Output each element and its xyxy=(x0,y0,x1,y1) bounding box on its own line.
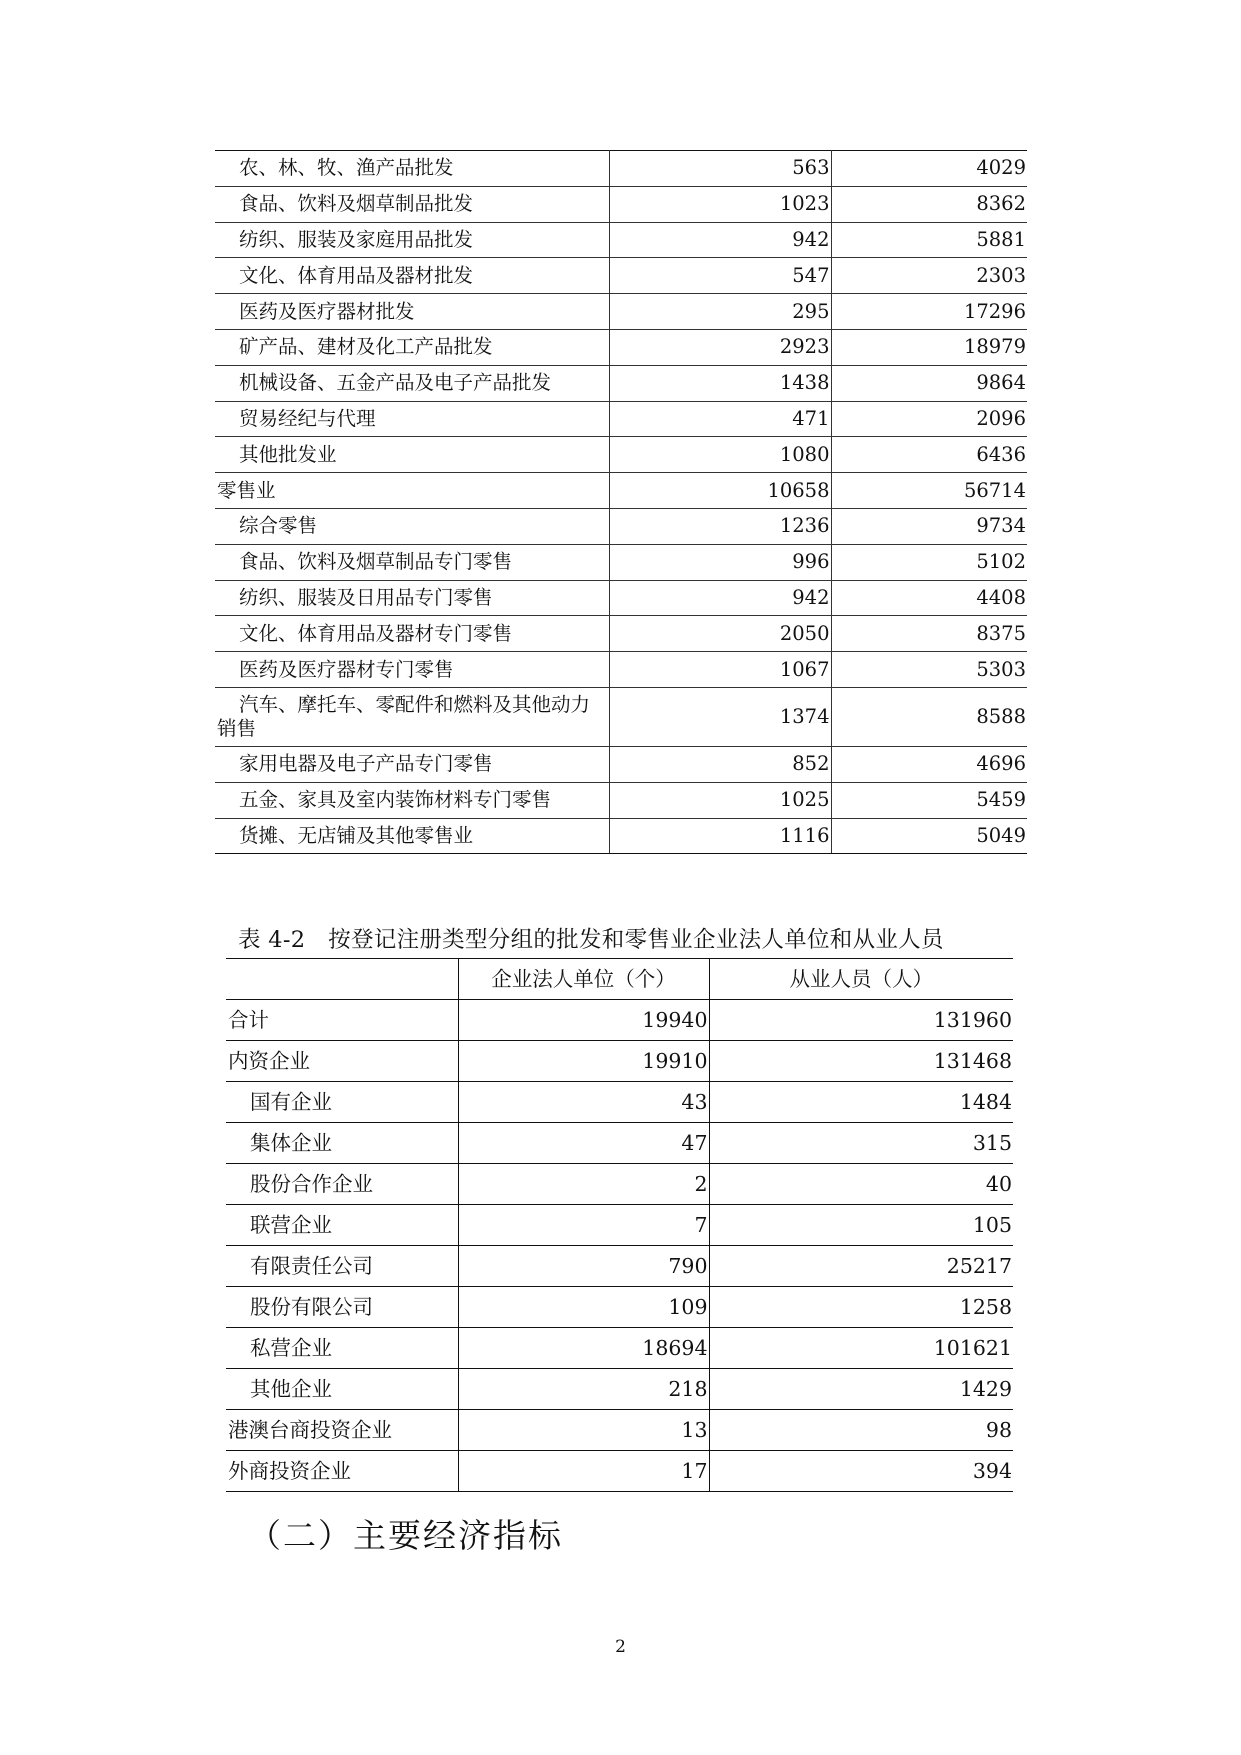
row-label: 内资企业 xyxy=(226,1041,458,1082)
table-row xyxy=(226,1246,1013,1287)
employees-cell: 9864 xyxy=(831,365,1027,401)
employees-cell: 4696 xyxy=(831,746,1027,782)
column-header xyxy=(226,959,458,1000)
row-label: 有限责任公司 xyxy=(226,1246,458,1287)
units-cell: 852 xyxy=(609,746,831,782)
units-cell: 19940 xyxy=(458,1000,709,1041)
employees-cell: 1429 xyxy=(709,1369,1013,1410)
employees-cell: 2096 xyxy=(831,401,1027,437)
row-label: 私营企业 xyxy=(226,1328,458,1369)
employees-cell: 101621 xyxy=(709,1328,1013,1369)
row-label: 纺织、服装及日用品专门零售 xyxy=(215,580,609,616)
table-row xyxy=(215,652,1027,688)
table-row xyxy=(215,544,1027,580)
row-label: 纺织、服装及家庭用品批发 xyxy=(215,222,609,258)
employees-cell: 5881 xyxy=(831,222,1027,258)
units-cell: 109 xyxy=(458,1287,709,1328)
row-label: 农、林、牧、渔产品批发 xyxy=(215,151,609,187)
page-number: 2 xyxy=(615,1637,626,1657)
table-row xyxy=(226,1000,1013,1041)
table-row xyxy=(226,1328,1013,1369)
table-row xyxy=(215,258,1027,294)
units-cell: 1023 xyxy=(609,186,831,222)
row-label: 其他企业 xyxy=(226,1369,458,1410)
units-cell: 295 xyxy=(609,294,831,330)
units-cell: 10658 xyxy=(609,473,831,509)
employees-cell: 9734 xyxy=(831,508,1027,544)
units-cell: 2923 xyxy=(609,329,831,365)
row-label: 合计 xyxy=(226,1000,458,1041)
employees-cell: 131960 xyxy=(709,1000,1013,1041)
table-row xyxy=(226,1369,1013,1410)
employees-cell: 5459 xyxy=(831,782,1027,818)
employees-cell: 5303 xyxy=(831,652,1027,688)
table-row xyxy=(215,818,1027,854)
employees-cell: 105 xyxy=(709,1205,1013,1246)
table-row xyxy=(226,1164,1013,1205)
employees-cell: 18979 xyxy=(831,329,1027,365)
table-row xyxy=(215,580,1027,616)
table-header-row xyxy=(226,959,1013,1000)
table-row xyxy=(226,1123,1013,1164)
employees-cell: 8362 xyxy=(831,186,1027,222)
row-label: 医药及医疗器材专门零售 xyxy=(215,652,609,688)
table-row xyxy=(226,1287,1013,1328)
units-cell: 942 xyxy=(609,580,831,616)
table-row xyxy=(215,473,1027,509)
row-label: 文化、体育用品及器材专门零售 xyxy=(215,616,609,652)
units-cell: 790 xyxy=(458,1246,709,1287)
units-cell: 1236 xyxy=(609,508,831,544)
units-cell: 547 xyxy=(609,258,831,294)
units-cell: 17 xyxy=(458,1451,709,1492)
employees-cell: 1258 xyxy=(709,1287,1013,1328)
employees-cell: 1484 xyxy=(709,1082,1013,1123)
row-label: 港澳台商投资企业 xyxy=(226,1410,458,1451)
units-cell: 1438 xyxy=(609,365,831,401)
units-cell: 43 xyxy=(458,1082,709,1123)
employees-cell: 8588 xyxy=(831,687,1027,746)
employees-cell: 2303 xyxy=(831,258,1027,294)
table-row xyxy=(215,365,1027,401)
table-row xyxy=(215,329,1027,365)
units-cell: 1067 xyxy=(609,652,831,688)
units-cell: 996 xyxy=(609,544,831,580)
row-label: 联营企业 xyxy=(226,1205,458,1246)
row-label: 集体企业 xyxy=(226,1123,458,1164)
employees-cell: 5102 xyxy=(831,544,1027,580)
units-cell: 218 xyxy=(458,1369,709,1410)
table-row xyxy=(215,294,1027,330)
registration-type-table xyxy=(226,958,1013,1492)
row-label: 家用电器及电子产品专门零售 xyxy=(215,746,609,782)
table-caption: 表 4-2 按登记注册类型分组的批发和零售业企业法人单位和从业人员 xyxy=(238,927,944,953)
row-label: 机械设备、五金产品及电子产品批发 xyxy=(215,365,609,401)
employees-cell: 394 xyxy=(709,1451,1013,1492)
table-row xyxy=(226,1082,1013,1123)
units-cell: 13 xyxy=(458,1410,709,1451)
row-label: 其他批发业 xyxy=(215,437,609,473)
employees-cell: 315 xyxy=(709,1123,1013,1164)
employees-cell: 25217 xyxy=(709,1246,1013,1287)
table-row xyxy=(215,616,1027,652)
row-label: 国有企业 xyxy=(226,1082,458,1123)
units-cell: 19910 xyxy=(458,1041,709,1082)
column-header: 从业人员（人） xyxy=(709,959,1013,1000)
table-row xyxy=(215,186,1027,222)
units-cell: 18694 xyxy=(458,1328,709,1369)
row-label: 综合零售 xyxy=(215,508,609,544)
employees-cell: 17296 xyxy=(831,294,1027,330)
units-cell: 2 xyxy=(458,1164,709,1205)
units-cell: 563 xyxy=(609,151,831,187)
units-cell: 1374 xyxy=(609,687,831,746)
row-label: 汽车、摩托车、零配件和燃料及其他动力销售 xyxy=(215,687,609,746)
units-cell: 471 xyxy=(609,401,831,437)
row-label: 贸易经纪与代理 xyxy=(215,401,609,437)
units-cell: 942 xyxy=(609,222,831,258)
row-label: 五金、家具及室内装饰材料专门零售 xyxy=(215,782,609,818)
employees-cell: 56714 xyxy=(831,473,1027,509)
row-label: 外商投资企业 xyxy=(226,1451,458,1492)
table-row xyxy=(215,437,1027,473)
section-heading: （二）主要经济指标 xyxy=(248,1516,563,1555)
employees-cell: 40 xyxy=(709,1164,1013,1205)
table-row xyxy=(215,746,1027,782)
units-cell: 7 xyxy=(458,1205,709,1246)
row-label: 医药及医疗器材批发 xyxy=(215,294,609,330)
table-row xyxy=(226,1041,1013,1082)
employees-cell: 6436 xyxy=(831,437,1027,473)
table-row xyxy=(215,222,1027,258)
row-label: 食品、饮料及烟草制品批发 xyxy=(215,186,609,222)
table-row xyxy=(215,508,1027,544)
units-cell: 2050 xyxy=(609,616,831,652)
employees-cell: 131468 xyxy=(709,1041,1013,1082)
table-row xyxy=(226,1410,1013,1451)
row-label: 股份合作企业 xyxy=(226,1164,458,1205)
employees-cell: 4029 xyxy=(831,151,1027,187)
table-row xyxy=(215,687,1027,746)
units-cell: 47 xyxy=(458,1123,709,1164)
table-row xyxy=(215,151,1027,187)
wholesale-retail-industry-table xyxy=(215,150,1027,854)
table-row xyxy=(215,782,1027,818)
units-cell: 1025 xyxy=(609,782,831,818)
row-label: 矿产品、建材及化工产品批发 xyxy=(215,329,609,365)
column-header: 企业法人单位（个） xyxy=(458,959,709,1000)
row-label: 零售业 xyxy=(215,473,609,509)
row-label: 股份有限公司 xyxy=(226,1287,458,1328)
employees-cell: 8375 xyxy=(831,616,1027,652)
row-label: 文化、体育用品及器材批发 xyxy=(215,258,609,294)
employees-cell: 4408 xyxy=(831,580,1027,616)
units-cell: 1080 xyxy=(609,437,831,473)
table-row xyxy=(226,1205,1013,1246)
employees-cell: 98 xyxy=(709,1410,1013,1451)
units-cell: 1116 xyxy=(609,818,831,854)
table-row xyxy=(215,401,1027,437)
row-label: 货摊、无店铺及其他零售业 xyxy=(215,818,609,854)
table-row xyxy=(226,1451,1013,1492)
row-label: 食品、饮料及烟草制品专门零售 xyxy=(215,544,609,580)
employees-cell: 5049 xyxy=(831,818,1027,854)
